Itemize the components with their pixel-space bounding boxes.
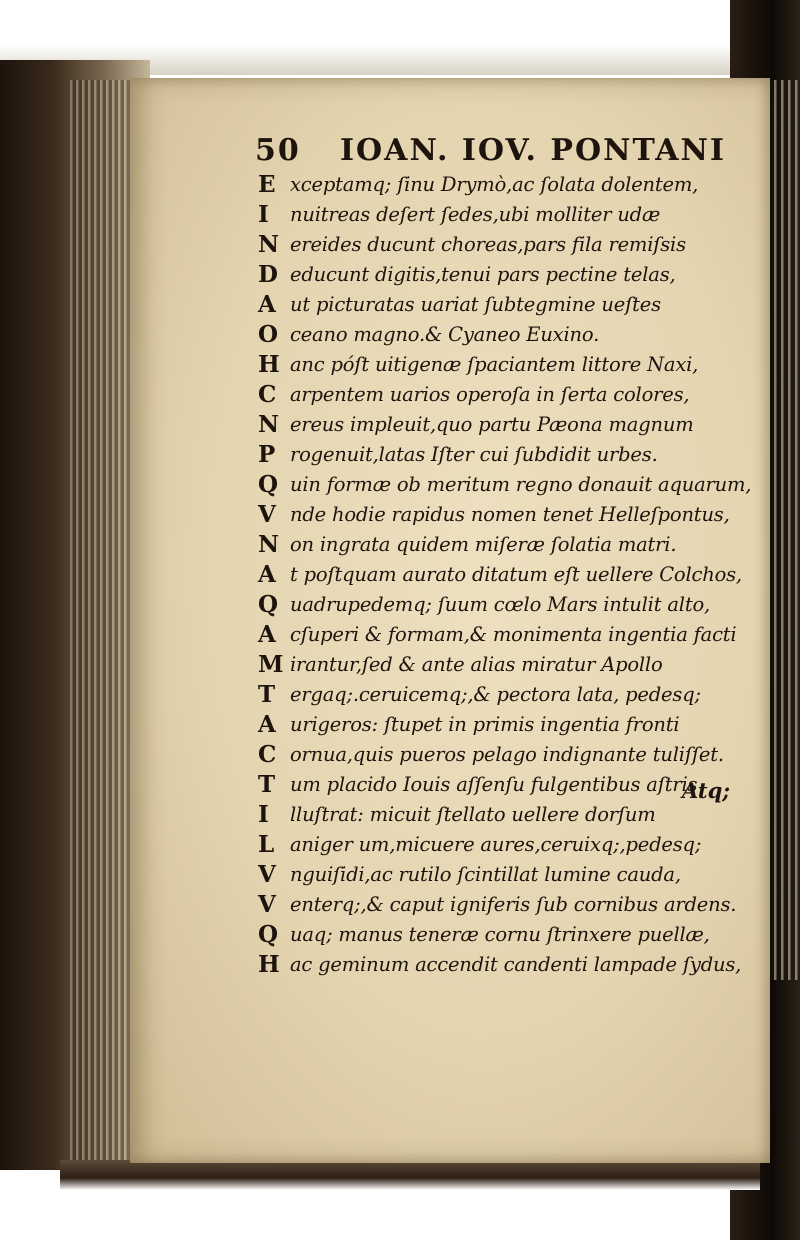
verse-text: aniger um,micuere aures,ceruixq;,pedesq; bbox=[290, 833, 702, 856]
verse-text: ergaq;.ceruicemq;,& pectora lata, pedesq; bbox=[290, 683, 701, 706]
verse-initial: C bbox=[258, 381, 277, 408]
page-header bbox=[255, 133, 726, 173]
verse-initial: V bbox=[258, 861, 276, 888]
verse-text: irantur,ſed & ante alias miratur Apollo bbox=[290, 653, 663, 676]
running-title: IOAN. IOV. PONTANI bbox=[340, 133, 726, 168]
book-bottom-edge bbox=[60, 1160, 760, 1190]
verse-line bbox=[258, 380, 778, 410]
verse-line bbox=[258, 440, 778, 470]
verse-initial: A bbox=[258, 561, 276, 588]
verse-line bbox=[258, 950, 778, 980]
verse-line bbox=[258, 620, 778, 650]
verse-line bbox=[258, 710, 778, 740]
verse-line bbox=[258, 410, 778, 440]
verse-initial: I bbox=[258, 801, 269, 828]
verse-text: rogenuit,latas Iſter cui ſubdidit urbes. bbox=[290, 443, 658, 466]
verse-text: xceptamq; ſinu Drymò,ac ſolata dolentem, bbox=[290, 173, 699, 196]
verse-list bbox=[258, 170, 778, 980]
verse-initial: D bbox=[258, 261, 278, 288]
verse-line bbox=[258, 740, 778, 770]
verse-initial: O bbox=[258, 321, 279, 348]
verse-initial: N bbox=[258, 411, 280, 438]
verse-initial: Q bbox=[258, 921, 279, 948]
verse-line bbox=[258, 290, 778, 320]
verse-initial: T bbox=[258, 771, 276, 798]
verse-text: nguiſidi,ac rutilo ſcintillat lumine cauda, bbox=[290, 863, 681, 886]
verse-initial: I bbox=[258, 201, 269, 228]
verse-line bbox=[258, 230, 778, 260]
verse-text: enterq;,& caput igniferis ſub cornibus ardens. bbox=[290, 893, 737, 916]
verse-initial: A bbox=[258, 621, 276, 648]
verse-text: uadrupedemq; ſuum cœlo Mars intulit alto, bbox=[290, 593, 710, 616]
verse-line bbox=[258, 830, 778, 860]
verse-text: uin formæ ob meritum regno donauit aquarum, bbox=[290, 473, 752, 496]
verse-line bbox=[258, 590, 778, 620]
verse-initial: V bbox=[258, 891, 276, 918]
verse-text: arpentem uarios operoſa in ſerta colores, bbox=[290, 383, 690, 406]
verse-initial: L bbox=[258, 831, 275, 858]
verse-text: t poſtquam aurato ditatum eſt uellere Colchos, bbox=[290, 563, 742, 586]
verse-line bbox=[258, 860, 778, 890]
verse-text: ac geminum accendit candenti lampade ſydus, bbox=[290, 953, 742, 976]
verse-line bbox=[258, 920, 778, 950]
verse-text: ereides ducunt choreas,pars fila remiſsis bbox=[290, 233, 686, 256]
verse-line bbox=[258, 680, 778, 710]
verse-text: educunt digitis,tenui pars pectine telas, bbox=[290, 263, 676, 286]
catchword: Atq; bbox=[682, 778, 731, 803]
page-number: 50 bbox=[255, 133, 301, 168]
verse-text: urigeros: ſtupet in primis ingentia fronti bbox=[290, 713, 680, 736]
verse-initial: Q bbox=[258, 591, 279, 618]
verse-line bbox=[258, 650, 778, 680]
verse-initial: P bbox=[258, 441, 276, 468]
verse-initial: C bbox=[258, 741, 277, 768]
verse-initial: V bbox=[258, 501, 276, 528]
verse-initial: H bbox=[258, 351, 280, 378]
verse-text: anc póſt uitigenæ ſpaciantem littore Naxi, bbox=[290, 353, 699, 376]
verse-initial: A bbox=[258, 291, 276, 318]
verse-line bbox=[258, 350, 778, 380]
verse-initial: T bbox=[258, 681, 276, 708]
verse-text: nuitreas deſert ſedes,ubi molliter udæ bbox=[290, 203, 661, 226]
verse-text: uaq; manus teneræ cornu ſtrinxere puellæ, bbox=[290, 923, 710, 946]
verse-text: um placido Iouis aſſenſu fulgentibus aſtris bbox=[290, 773, 698, 796]
verse-line bbox=[258, 500, 778, 530]
verse-text: nde hodie rapidus nomen tenet Helleſpontus, bbox=[290, 503, 730, 526]
verse-initial: N bbox=[258, 231, 280, 258]
verse-text: lluſtrat: micuit ſtellato uellere dorſum bbox=[290, 803, 656, 826]
verse-text: cſuperi & formam,& monimenta ingentia facti bbox=[290, 623, 737, 646]
verse-text: ut picturatas uariat ſubtegmine ueſtes bbox=[290, 293, 661, 316]
verse-text: ereus impleuit,quo partu Pæona magnum bbox=[290, 413, 694, 436]
verse-line bbox=[258, 530, 778, 560]
verse-line bbox=[258, 170, 778, 200]
verse-text: ceano magno.& Cyaneo Euxino. bbox=[290, 323, 600, 346]
verse-initial: E bbox=[258, 171, 276, 198]
verse-line bbox=[258, 320, 778, 350]
verse-line bbox=[258, 260, 778, 290]
verse-initial: N bbox=[258, 531, 280, 558]
verse-initial: M bbox=[258, 651, 284, 678]
verse-initial: A bbox=[258, 711, 276, 738]
verse-line bbox=[258, 890, 778, 920]
verse-line bbox=[258, 800, 778, 830]
verse-line bbox=[258, 560, 778, 590]
verse-line bbox=[258, 470, 778, 500]
verse-initial: H bbox=[258, 951, 280, 978]
verse-line bbox=[258, 200, 778, 230]
verse-text: on ingrata quidem miſeræ ſolatia matri. bbox=[290, 533, 677, 556]
verse-initial: Q bbox=[258, 471, 279, 498]
verse-text: ornua,quis pueros pelago indignante tuliſſet. bbox=[290, 743, 724, 766]
